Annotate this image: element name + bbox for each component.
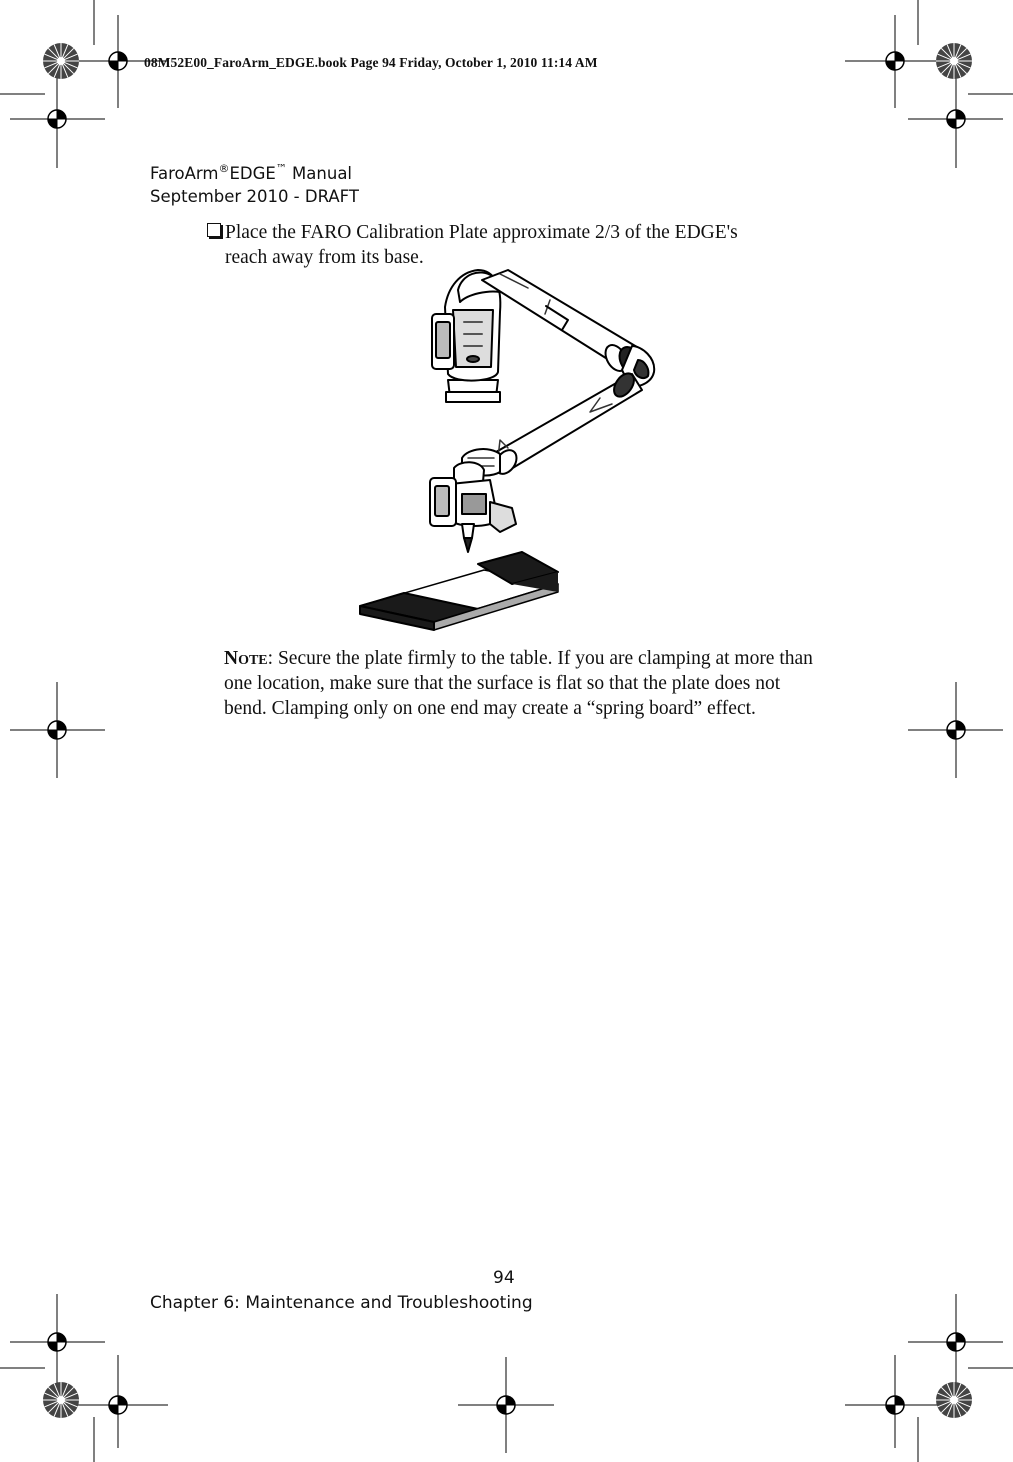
chapter-title: Chapter 6: Maintenance and Troubleshooting [150, 1293, 533, 1313]
print-info-line: 08M52E00_FaroArm_EDGE.book Page 94 Friday, October 1, 2010 11:14 AM [144, 55, 598, 70]
note-text: : Secure the plate firmly to the table. If you are clamping at more than one location, make sure that the surface is flat so that the plate does not bend. Clamping only on one end may create a “spring board” effect. [224, 648, 813, 719]
registered-mark: ® [218, 162, 230, 175]
trademark-mark: ™ [275, 162, 287, 175]
note-paragraph [224, 646, 814, 721]
manual-title [150, 164, 352, 183]
manual-date: September 2010 - DRAFT [150, 187, 359, 206]
faroarm-with-calibration-plate-icon [350, 262, 670, 642]
doc-type: Manual [286, 164, 353, 183]
page-number: 94 [493, 1268, 515, 1288]
note-label: Note [224, 648, 268, 669]
step-line-1: Place the FARO Calibration Plate approximate 2/3 of the EDGE's [225, 222, 738, 243]
checkbox-icon [207, 223, 221, 237]
step-line-2: reach away from its base. [225, 247, 424, 268]
product-name: FaroArm [150, 164, 219, 183]
model-name: EDGE [229, 164, 276, 183]
